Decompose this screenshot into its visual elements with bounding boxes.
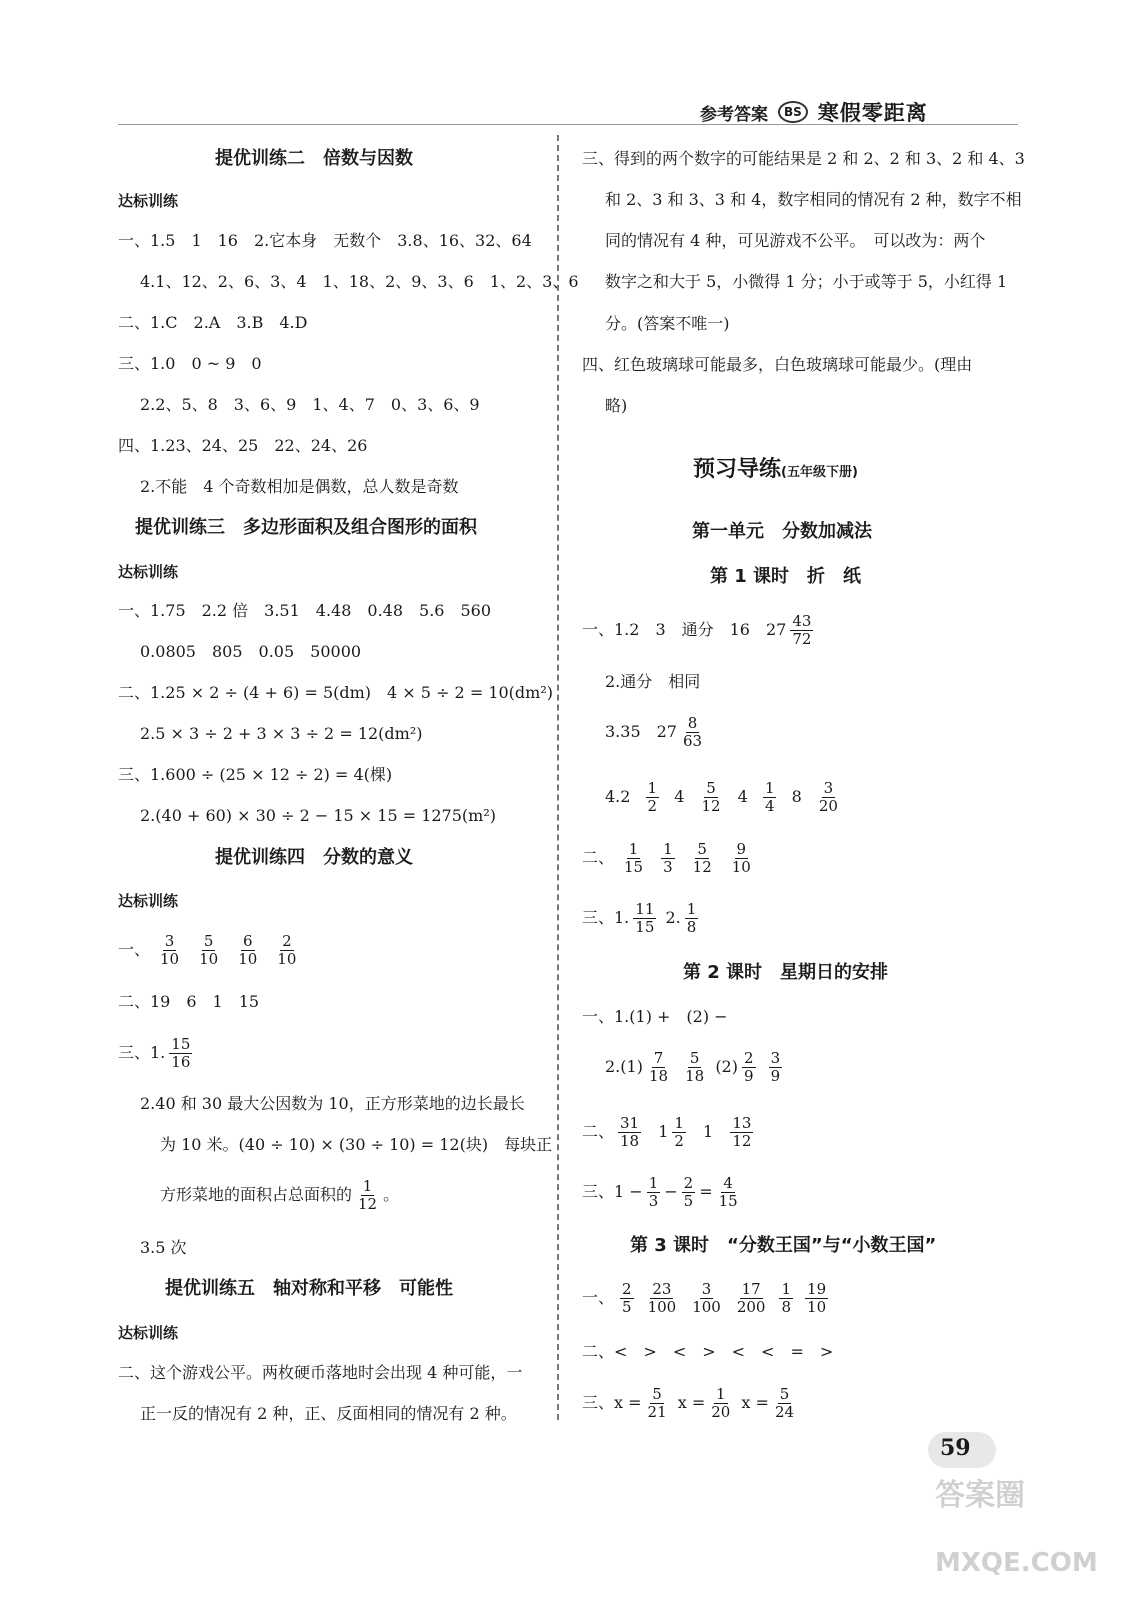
header-rule xyxy=(118,124,1018,125)
fraction: $\frac{23}{100}$ xyxy=(647,1280,677,1316)
lesson-title: 第 1 课时 折 纸 xyxy=(710,566,862,587)
item-number: 一、 xyxy=(582,1288,615,1307)
fraction: $\frac{11}{15}$ xyxy=(635,900,655,936)
answer-line xyxy=(582,1383,800,1423)
item-number: 三、1. xyxy=(582,908,630,927)
fraction: $\frac{3}{9}$ xyxy=(770,1049,781,1085)
section-title: 提优训练二 倍数与因数 xyxy=(215,148,413,169)
fraction: $\frac{1}{8}$ xyxy=(781,1280,792,1316)
answer-line xyxy=(605,1047,786,1087)
item-number: 2. xyxy=(665,908,681,927)
fraction: $\frac{31}{18}$ xyxy=(620,1114,640,1150)
fraction: $\frac{1}{8}$ xyxy=(686,900,697,936)
answer-line xyxy=(118,930,306,970)
series-badge: BS xyxy=(778,101,808,123)
answer-line xyxy=(582,1112,757,1152)
answer-line xyxy=(582,898,702,938)
preview-heading xyxy=(693,455,858,488)
answer-line: 四、1.23、24、25 22、24、26 xyxy=(118,436,368,455)
answer-line: 和 2、3 和 3、3 和 4，数字相同的情况有 2 种，数字不相 xyxy=(605,190,1022,209)
fraction: $\frac{1}{2}$ xyxy=(674,1114,684,1150)
fraction: $\frac{2}{10}$ xyxy=(277,932,297,968)
answer-line xyxy=(582,610,817,650)
fraction: $\frac{3}{100}$ xyxy=(692,1280,721,1316)
answer-line: 同的情况有 4 种，可见游戏不公平。 可以改为：两个 xyxy=(605,231,986,250)
answer-line: 略) xyxy=(605,396,628,415)
section-title: 提优训练五 轴对称和平移 可能性 xyxy=(165,1278,453,1299)
fraction: $\frac{9}{10}$ xyxy=(731,840,751,876)
text: 1 xyxy=(658,1122,669,1141)
unit-title: 第一单元 分数加减法 xyxy=(692,521,872,542)
item-number: 三、1. xyxy=(118,1043,166,1062)
text: − xyxy=(664,1182,678,1201)
fraction: $\frac{15}{16}$ xyxy=(171,1035,191,1071)
answer-line: 二、19 6 1 15 xyxy=(118,992,260,1011)
section-subtitle: 达标训练 xyxy=(118,892,179,910)
text: 4.2 xyxy=(605,787,631,806)
fraction: $\frac{1}{2}$ xyxy=(647,779,658,815)
fraction: $\frac{7}{18}$ xyxy=(648,1049,669,1085)
lesson-title: 第 2 课时 星期日的安排 xyxy=(683,962,889,983)
answer-line: 二、< > < > < < = > xyxy=(582,1342,834,1361)
page-header xyxy=(700,92,928,132)
section-title: 提优训练三 多边形面积及组合图形的面积 xyxy=(135,517,477,538)
text: 。 xyxy=(383,1185,400,1204)
answer-line: 正一反的情况有 2 种，正、反面相同的情况有 2 种。 xyxy=(140,1404,517,1423)
text: 3.35 27 xyxy=(605,722,677,741)
fraction: $\frac{17}{200}$ xyxy=(736,1280,766,1316)
section-subtitle: 达标训练 xyxy=(118,192,179,210)
answer-line: 三、得到的两个数字的可能结果是 2 和 2、2 和 3、2 和 4、3 xyxy=(582,149,1025,168)
answer-line xyxy=(160,1175,399,1215)
answer-line: 一、1.(1) + (2) − xyxy=(582,1007,728,1026)
section-title: 提优训练四 分数的意义 xyxy=(215,847,413,868)
fraction: $\frac{13}{12}$ xyxy=(732,1114,752,1150)
answer-line: 4.1、12、2、6、3、4 1、18、2、9、3、6 1、2、3、6 xyxy=(140,272,579,291)
answer-line: 2.2、5、8 3、6、9 1、4、7 0、3、6、9 xyxy=(140,395,480,414)
fraction: $\frac{1}{3}$ xyxy=(663,840,673,876)
answer-line: 三、1.0 0 ~ 9 0 xyxy=(118,354,262,373)
fraction: $\frac{8}{63}$ xyxy=(683,714,703,750)
answer-line: 2.通分 相同 xyxy=(605,672,701,691)
answer-line: 一、1.5 1 16 2.它本身 无数个 3.8、16、32、64 xyxy=(118,231,532,250)
section-subtitle: 达标训练 xyxy=(118,563,179,581)
fraction: $\frac{5}{18}$ xyxy=(685,1049,705,1085)
answer-line: 2.不能 4 个奇数相加是偶数，总人数是奇数 xyxy=(140,477,459,496)
text: x = xyxy=(741,1393,769,1412)
fraction: $\frac{5}{10}$ xyxy=(199,932,219,968)
fraction: $\frac{5}{12}$ xyxy=(692,840,712,876)
answer-line: 0.0805 805 0.05 50000 xyxy=(140,642,362,661)
section-subtitle: 达标训练 xyxy=(118,1324,179,1342)
text: 1 xyxy=(703,1122,714,1141)
text: 4 xyxy=(674,787,685,806)
preview-title: 预习导练 xyxy=(693,457,782,482)
answer-line: 一、1.75 2.2 倍 3.51 4.48 0.48 5.6 560 xyxy=(118,601,492,620)
brand-title: 寒假零距离 xyxy=(817,101,928,125)
fraction: $\frac{2}{5}$ xyxy=(622,1280,632,1316)
fraction: $\frac{1}{12}$ xyxy=(358,1177,378,1213)
fraction: $\frac{6}{10}$ xyxy=(238,932,258,968)
text: 2.(1) xyxy=(605,1057,643,1076)
item-number: 一、 xyxy=(118,940,151,959)
column-separator xyxy=(557,135,559,1420)
text: 一、1.2 3 通分 16 27 xyxy=(582,620,787,639)
answer-line xyxy=(582,838,761,878)
answer-line: 四、红色玻璃球可能最多，白色玻璃球可能最少。(理由 xyxy=(582,355,973,374)
item-number: 二、 xyxy=(582,848,615,867)
header-label: 参考答案 xyxy=(700,104,768,125)
answer-line: 2.40 和 30 最大公因数为 10，正方形菜地的边长最长 xyxy=(140,1094,525,1113)
fraction: $\frac{3}{20}$ xyxy=(818,779,838,815)
text: (2) xyxy=(715,1057,738,1076)
answer-line xyxy=(605,712,708,752)
text: 8 xyxy=(791,787,802,806)
fraction: $\frac{2}{5}$ xyxy=(683,1174,694,1210)
fraction: $\frac{43}{72}$ xyxy=(792,612,812,648)
lesson-title: 第 3 课时 “分数王国”与“小数王国” xyxy=(630,1235,937,1256)
answer-line: 数字之和大于 5，小微得 1 分；小于或等于 5，小红得 1 xyxy=(605,272,1008,291)
answer-line: 3.5 次 xyxy=(140,1238,187,1257)
answer-line xyxy=(582,1172,744,1212)
fraction: $\frac{1}{4}$ xyxy=(764,779,775,815)
text: 三、x = xyxy=(582,1393,642,1412)
watermark-logo: 答案圈 xyxy=(935,1478,1025,1513)
fraction: $\frac{2}{9}$ xyxy=(743,1049,754,1085)
watermark-url: MXQE.COM xyxy=(935,1548,1098,1578)
answer-line: 为 10 米。(40 ÷ 10) × (30 ÷ 10) = 12(块) 每块正 xyxy=(160,1135,553,1154)
item-number: 二、 xyxy=(582,1122,615,1141)
fraction: $\frac{1}{15}$ xyxy=(624,840,644,876)
text: 4 xyxy=(737,787,748,806)
fraction: $\frac{5}{24}$ xyxy=(774,1385,795,1421)
text: = xyxy=(699,1182,713,1201)
fraction: $\frac{4}{15}$ xyxy=(718,1174,738,1210)
answer-line: 二、1.C 2.A 3.B 4.D xyxy=(118,313,308,332)
answer-line: 二、这个游戏公平。两枚硬币落地时会出现 4 种可能，一 xyxy=(118,1363,523,1382)
fraction: $\frac{3}{10}$ xyxy=(160,932,180,968)
text: x = xyxy=(677,1393,706,1412)
answer-line xyxy=(118,1033,196,1073)
fraction: $\frac{1}{3}$ xyxy=(648,1174,659,1210)
answer-line: 三、1.600 ÷ (25 × 12 ÷ 2) = 4(棵) xyxy=(118,765,393,784)
answer-line: 二、1.25 × 2 ÷ (4 + 6) = 5(dm) 4 × 5 ÷ 2 = 10(dm²) xyxy=(118,683,553,702)
answer-line xyxy=(582,1278,834,1318)
page-number: 59 xyxy=(940,1435,971,1461)
answer-line xyxy=(605,777,844,817)
answer-line: 2.5 × 3 ÷ 2 + 3 × 3 ÷ 2 = 12(dm²) xyxy=(140,724,423,743)
preview-grade: (五年级下册) xyxy=(781,465,858,480)
answer-line: 2.(40 + 60) × 30 ÷ 2 − 15 × 15 = 1275(m²) xyxy=(140,806,496,825)
fraction: $\frac{19}{10}$ xyxy=(807,1280,827,1316)
answer-line: 分。(答案不唯一) xyxy=(605,314,730,333)
text: 三、1 − xyxy=(582,1182,643,1201)
text: 方形菜地的面积占总面积的 xyxy=(160,1185,353,1204)
fraction: $\frac{1}{20}$ xyxy=(711,1385,731,1421)
fraction: $\frac{5}{21}$ xyxy=(647,1385,667,1421)
fraction: $\frac{5}{12}$ xyxy=(701,779,721,815)
